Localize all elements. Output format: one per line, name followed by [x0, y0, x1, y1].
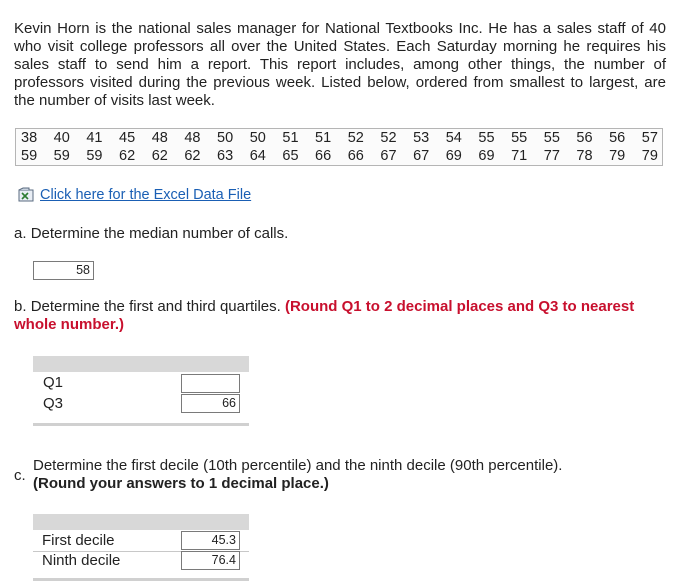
data-cell: 48: [184, 130, 201, 146]
excel-link-label[interactable]: Click here for the Excel Data File: [40, 187, 252, 203]
part-b-text: Determine the first and third quartiles.: [30, 298, 281, 315]
data-cell: 65: [282, 148, 299, 164]
data-cell: 56: [576, 130, 593, 146]
ninth-decile-label: Ninth decile: [42, 552, 121, 569]
data-cell: 48: [151, 130, 168, 146]
data-cell: 55: [543, 130, 560, 146]
data-cell: 78: [576, 148, 593, 164]
quartile-table-footer: [33, 423, 249, 426]
median-answer-field[interactable]: 58: [33, 261, 94, 280]
data-cell: 55: [478, 130, 495, 146]
data-cell: 50: [249, 130, 266, 146]
part-b-question: [14, 298, 674, 334]
data-cell: 51: [315, 130, 332, 146]
data-cell: 57: [641, 130, 658, 146]
part-c-question: Determine the first decile (10th percentile) and the ninth decile (90th percentile).: [33, 457, 563, 474]
data-cell: 53: [413, 130, 430, 146]
data-cell: 59: [53, 148, 70, 164]
data-cell: 38: [21, 130, 38, 146]
data-cell: 66: [315, 148, 332, 164]
data-cell: 77: [543, 148, 560, 164]
part-a-question: [14, 225, 288, 243]
excel-data-link[interactable]: [18, 187, 251, 203]
data-cell: 41: [86, 130, 103, 146]
data-cell: 56: [609, 130, 626, 146]
data-cell: 69: [478, 148, 495, 164]
data-cell: 62: [119, 148, 136, 164]
first-decile-answer-field[interactable]: 45.3: [181, 531, 240, 550]
data-table: [15, 128, 663, 166]
q3-answer-field[interactable]: 66: [181, 394, 240, 413]
data-cell: 79: [609, 148, 626, 164]
data-cell: 40: [53, 130, 70, 146]
data-cell: 62: [151, 148, 168, 164]
data-cell: 59: [21, 148, 38, 164]
part-b-instruction: (Round Q1 to 2 decimal places and Q3 to nearest whole number.): [14, 298, 635, 333]
data-cell: 67: [413, 148, 430, 164]
quartile-table-header: [33, 356, 249, 372]
data-cell: 52: [347, 130, 364, 146]
data-cell: 79: [641, 148, 658, 164]
data-cell: 55: [511, 130, 528, 146]
problem-intro: Kevin Horn is the national sales manager for National Textbooks Inc. He has a sales staff of 40 who visit college professors all over the United States. Each Saturday morning he requires his sales staff to send him a report. This report includes, among other things, the number of professors visited during the previous week. Listed below, ordered from smallest to largest, are the number of visits last week.: [14, 20, 666, 109]
data-cell: 64: [249, 148, 266, 164]
data-cell: 66: [347, 148, 364, 164]
data-cell: 62: [184, 148, 201, 164]
data-cell: 71: [511, 148, 528, 164]
data-cell: 59: [86, 148, 103, 164]
part-c-letter: c.: [14, 467, 26, 484]
data-cell: 45: [119, 130, 136, 146]
q3-label: Q3: [43, 395, 64, 412]
part-b-letter: b.: [14, 298, 27, 315]
ninth-decile-answer-field[interactable]: 76.4: [181, 551, 240, 570]
data-row: [21, 148, 658, 165]
data-cell: 51: [282, 130, 299, 146]
excel-file-icon: [18, 187, 36, 203]
data-cell: 69: [445, 148, 462, 164]
part-a-letter: a.: [14, 225, 27, 242]
data-row: [21, 130, 658, 147]
first-decile-label: First decile: [42, 532, 115, 549]
data-cell: 67: [380, 148, 397, 164]
decile-table-header: [33, 514, 249, 530]
q1-answer-field[interactable]: [181, 374, 240, 393]
part-a-text: Determine the median number of calls.: [30, 225, 289, 242]
part-c-instruction: (Round your answers to 1 decimal place.): [33, 475, 329, 492]
data-cell: 52: [380, 130, 397, 146]
data-cell: 63: [217, 148, 234, 164]
decile-table-footer: [33, 578, 249, 581]
data-cell: 50: [217, 130, 234, 146]
q1-label: Q1: [43, 374, 64, 391]
data-cell: 54: [445, 130, 462, 146]
